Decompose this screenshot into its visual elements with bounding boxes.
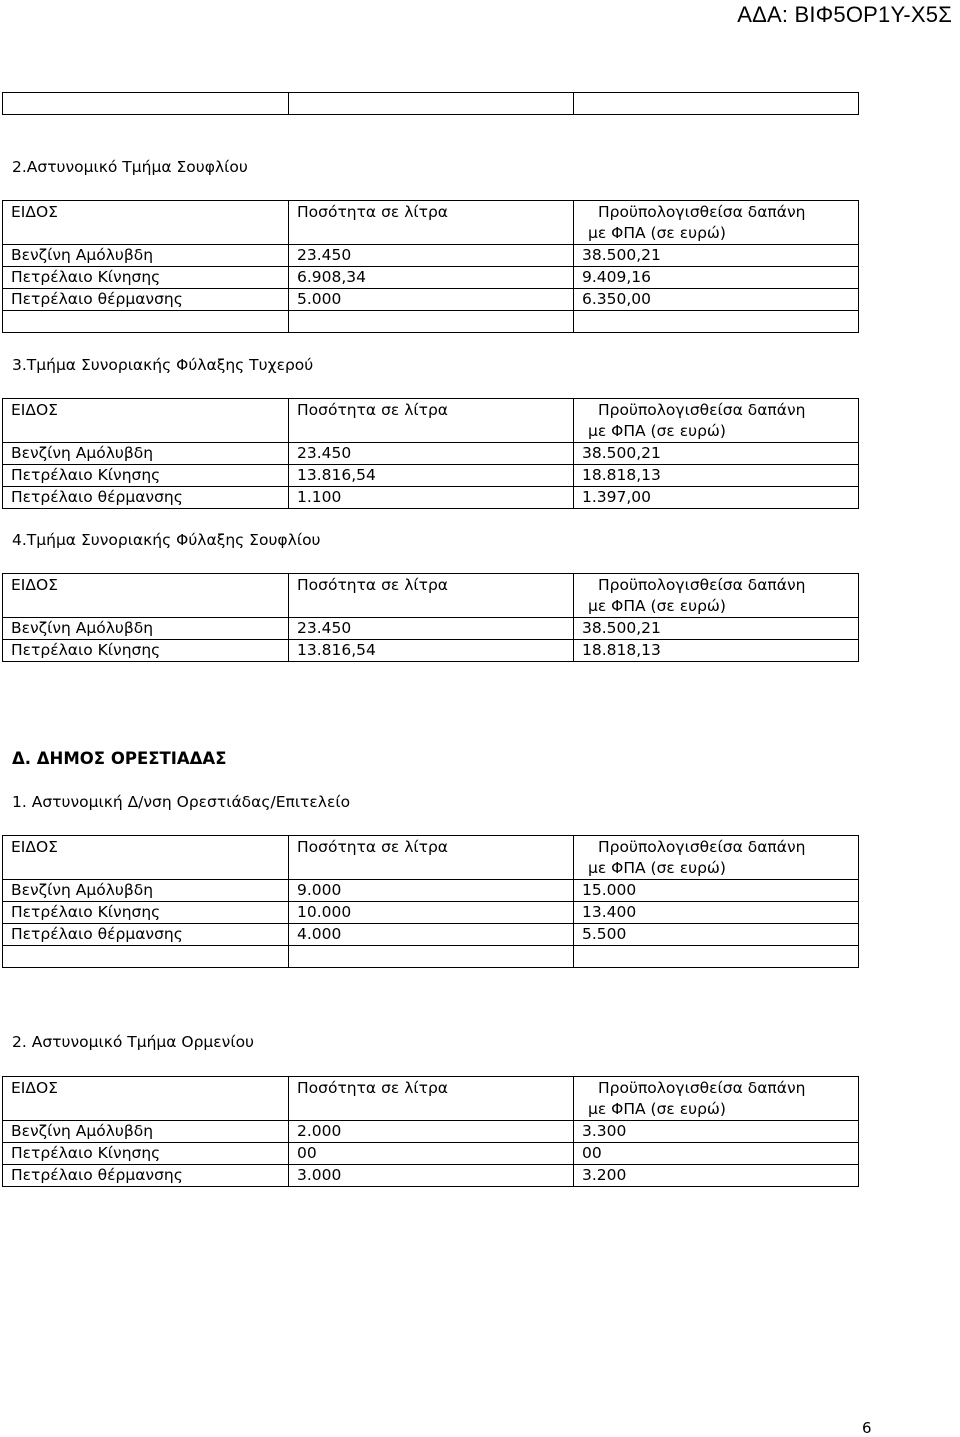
fuel-table xyxy=(2,398,859,509)
section-title: 2.Αστυνομικό Τμήμα Σουφλίου xyxy=(12,158,248,176)
table-cell: 3.300 xyxy=(574,1121,859,1143)
col-item-header: ΕΙΔΟΣ xyxy=(3,836,289,880)
table-cell: Πετρέλαιο Κίνησης xyxy=(3,902,289,924)
continuation-table xyxy=(2,92,859,115)
col-quantity-header: Ποσότητα σε λίτρα xyxy=(289,574,574,618)
table-cell: 13.816,54 xyxy=(289,465,574,487)
table-cell: 13.400 xyxy=(574,902,859,924)
ada-code: ΑΔΑ: ΒΙΦ5ΟΡ1Υ-Χ5Σ xyxy=(737,2,952,27)
table-row xyxy=(3,1121,859,1143)
table-row xyxy=(3,880,859,902)
table-cell xyxy=(574,93,859,115)
blank-row xyxy=(3,311,859,333)
table-row xyxy=(3,267,859,289)
header-line: με ΦΠΑ (σε ευρώ) xyxy=(588,422,726,440)
table-cell xyxy=(3,946,289,968)
header-line: με ΦΠΑ (σε ευρώ) xyxy=(588,1100,726,1118)
table-cell xyxy=(289,311,574,333)
col-quantity-header: Ποσότητα σε λίτρα xyxy=(289,836,574,880)
col-item-header: ΕΙΔΟΣ xyxy=(3,201,289,245)
table-cell: Πετρέλαιο θέρμανσης xyxy=(3,289,289,311)
table-cell: 4.000 xyxy=(289,924,574,946)
table-cell: 00 xyxy=(574,1143,859,1165)
table-row xyxy=(3,1165,859,1187)
page-number: 6 xyxy=(862,1419,872,1437)
table-cell: 23.450 xyxy=(289,618,574,640)
table-row xyxy=(3,640,859,662)
table-cell: Πετρέλαιο θέρμανσης xyxy=(3,487,289,509)
blank-row xyxy=(3,946,859,968)
table-cell: Πετρέλαιο Κίνησης xyxy=(3,465,289,487)
col-cost-header xyxy=(574,836,859,880)
table-cell: 23.450 xyxy=(289,245,574,267)
table-cell: 5.000 xyxy=(289,289,574,311)
table-cell: Πετρέλαιο θέρμανσης xyxy=(3,1165,289,1187)
table-cell xyxy=(3,311,289,333)
fuel-table xyxy=(2,1076,859,1187)
table-cell: 38.500,21 xyxy=(574,618,859,640)
table-cell: 15.000 xyxy=(574,880,859,902)
table-cell: 9.409,16 xyxy=(574,267,859,289)
col-cost-header xyxy=(574,574,859,618)
table-header-row xyxy=(3,836,859,880)
table-cell: 18.818,13 xyxy=(574,640,859,662)
header-line: Προϋπολογισθείσα δαπάνη xyxy=(598,838,806,856)
table-cell: 00 xyxy=(289,1143,574,1165)
table-cell: 10.000 xyxy=(289,902,574,924)
fuel-table xyxy=(2,573,859,662)
col-item-header: ΕΙΔΟΣ xyxy=(3,399,289,443)
table-cell xyxy=(574,946,859,968)
section-title: 1. Αστυνομική Δ/νση Ορεστιάδας/Επιτελείο xyxy=(12,793,351,811)
table-cell: 1.100 xyxy=(289,487,574,509)
table-cell xyxy=(574,311,859,333)
table-cell: Βενζίνη Αμόλυβδη xyxy=(3,618,289,640)
table-cell xyxy=(289,93,574,115)
col-cost-header xyxy=(574,201,859,245)
table-cell: Βενζίνη Αμόλυβδη xyxy=(3,245,289,267)
header-line: με ΦΠΑ (σε ευρώ) xyxy=(588,859,726,877)
blank-row xyxy=(3,93,859,115)
table-cell: 5.500 xyxy=(574,924,859,946)
table-header-row xyxy=(3,201,859,245)
fuel-table xyxy=(2,200,859,333)
table-cell: Πετρέλαιο Κίνησης xyxy=(3,267,289,289)
table-row xyxy=(3,443,859,465)
table-row xyxy=(3,618,859,640)
table-row xyxy=(3,1143,859,1165)
table-cell: 13.816,54 xyxy=(289,640,574,662)
table-cell xyxy=(3,93,289,115)
table-cell: 38.500,21 xyxy=(574,245,859,267)
table-header-row xyxy=(3,399,859,443)
header-line: Προϋπολογισθείσα δαπάνη xyxy=(598,401,806,419)
table-row xyxy=(3,245,859,267)
table-cell: 23.450 xyxy=(289,443,574,465)
table-row xyxy=(3,465,859,487)
table-cell: 6.350,00 xyxy=(574,289,859,311)
table-cell: Βενζίνη Αμόλυβδη xyxy=(3,443,289,465)
table-cell: 38.500,21 xyxy=(574,443,859,465)
table-cell: Βενζίνη Αμόλυβδη xyxy=(3,880,289,902)
col-quantity-header: Ποσότητα σε λίτρα xyxy=(289,201,574,245)
table-cell: 1.397,00 xyxy=(574,487,859,509)
header-line: Προϋπολογισθείσα δαπάνη xyxy=(598,1079,806,1097)
col-item-header: ΕΙΔΟΣ xyxy=(3,1077,289,1121)
table-row xyxy=(3,487,859,509)
table-cell: 2.000 xyxy=(289,1121,574,1143)
table-cell: 3.200 xyxy=(574,1165,859,1187)
table-row xyxy=(3,289,859,311)
section-title: 2. Αστυνομικό Τμήμα Ορμενίου xyxy=(12,1033,255,1051)
col-item-header: ΕΙΔΟΣ xyxy=(3,574,289,618)
table-header-row xyxy=(3,574,859,618)
table-cell: Βενζίνη Αμόλυβδη xyxy=(3,1121,289,1143)
table-cell: Πετρέλαιο Κίνησης xyxy=(3,640,289,662)
table-row xyxy=(3,924,859,946)
table-cell: 6.908,34 xyxy=(289,267,574,289)
col-cost-header xyxy=(574,399,859,443)
header-line: Προϋπολογισθείσα δαπάνη xyxy=(598,203,806,221)
section-title: 4.Τμήμα Συνοριακής Φύλαξης Σουφλίου xyxy=(12,531,321,549)
table-cell: 18.818,13 xyxy=(574,465,859,487)
table-cell xyxy=(289,946,574,968)
header-line: με ΦΠΑ (σε ευρώ) xyxy=(588,224,726,242)
section-title: 3.Τμήμα Συνοριακής Φύλαξης Τυχερού xyxy=(12,356,314,374)
fuel-table xyxy=(2,835,859,968)
col-quantity-header: Ποσότητα σε λίτρα xyxy=(289,399,574,443)
col-cost-header xyxy=(574,1077,859,1121)
col-quantity-header: Ποσότητα σε λίτρα xyxy=(289,1077,574,1121)
header-line: με ΦΠΑ (σε ευρώ) xyxy=(588,597,726,615)
municipality-heading: Δ. ΔΗΜΟΣ ΟΡΕΣΤΙΑΔΑΣ xyxy=(12,749,227,768)
table-cell: 9.000 xyxy=(289,880,574,902)
table-row xyxy=(3,902,859,924)
header-line: Προϋπολογισθείσα δαπάνη xyxy=(598,576,806,594)
table-header-row xyxy=(3,1077,859,1121)
table-cell: Πετρέλαιο Κίνησης xyxy=(3,1143,289,1165)
table-cell: 3.000 xyxy=(289,1165,574,1187)
table-cell: Πετρέλαιο θέρμανσης xyxy=(3,924,289,946)
